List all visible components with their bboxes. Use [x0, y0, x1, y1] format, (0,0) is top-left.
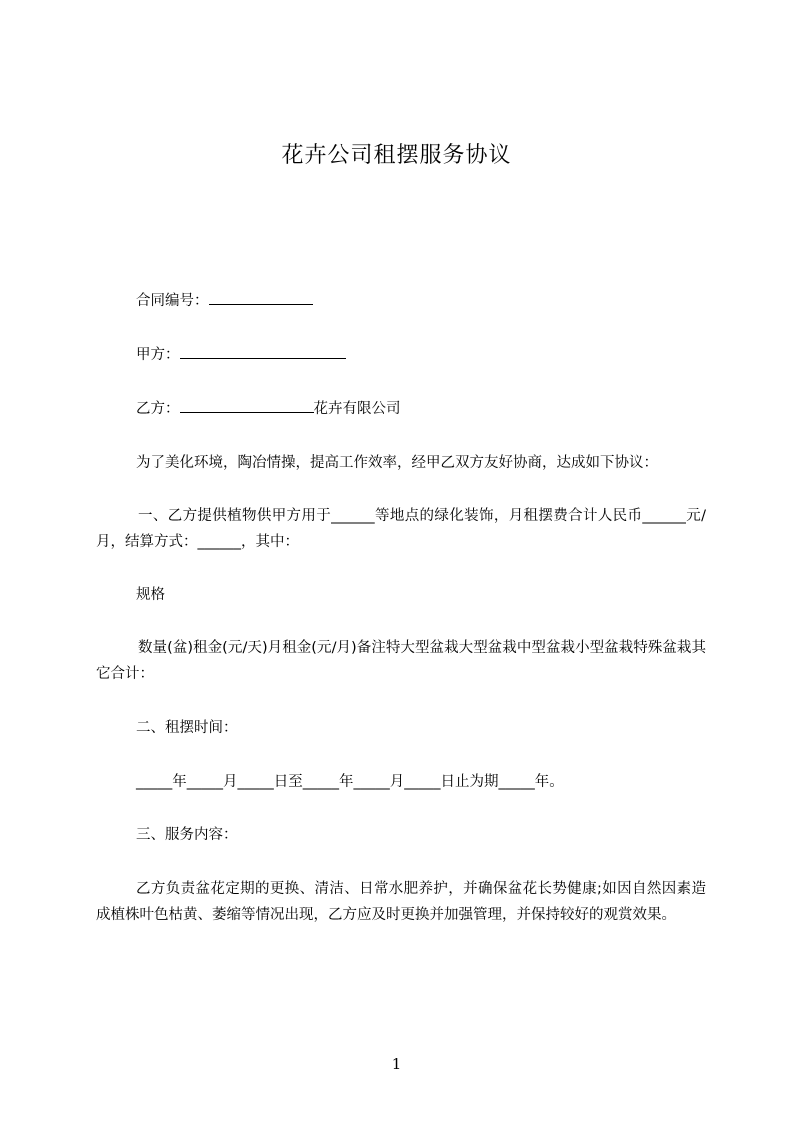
clause-1: 一、乙方提供植物供甲方用于______等地点的绿化装饰，月租摆费合计人民币______元/月，结算方式：______，其中：	[96, 508, 706, 550]
party-a-line	[136, 342, 706, 368]
intro-paragraph: 为了美化环境，陶冶情操，提高工作效率，经甲乙双方友好协商，达成如下协议：	[136, 455, 658, 471]
contract-number-line	[136, 288, 706, 314]
clause-2-text: _____年_____月_____日至_____年_____月_____日止为期_____年。	[136, 774, 564, 790]
document-title: 花卉公司租摆服务协议	[281, 143, 512, 168]
spec-label: 规格	[136, 587, 165, 603]
party-a-blank	[180, 344, 346, 359]
contract-number-label: 合同编号：	[136, 293, 209, 309]
spec-table-text: 数量(盆)租金(元/天)月租金(元/月)备注特大型盆栽大型盆栽中型盆栽小型盆栽特殊盆栽其它合计：	[96, 640, 706, 682]
contract-number-blank	[209, 290, 313, 305]
clause-2-title: 二、租摆时间：	[136, 720, 238, 736]
page-number: 1	[391, 1055, 402, 1073]
clause-3-title: 三、服务内容：	[136, 827, 238, 843]
party-b-blank	[180, 398, 314, 413]
party-b-label: 乙方：	[136, 401, 180, 417]
party-b-suffix: 花卉有限公司	[313, 401, 401, 417]
party-b-line	[136, 396, 706, 422]
clause-3-text: 乙方负责盆花定期的更换、清洁、日常水肥养护，并确保盆花长势健康;如因自然因素造成植株叶色枯黄、萎缩等情况出现，乙方应及时更换并加强管理，并保持较好的观赏效果。	[96, 881, 706, 923]
party-a-label: 甲方：	[136, 347, 180, 363]
